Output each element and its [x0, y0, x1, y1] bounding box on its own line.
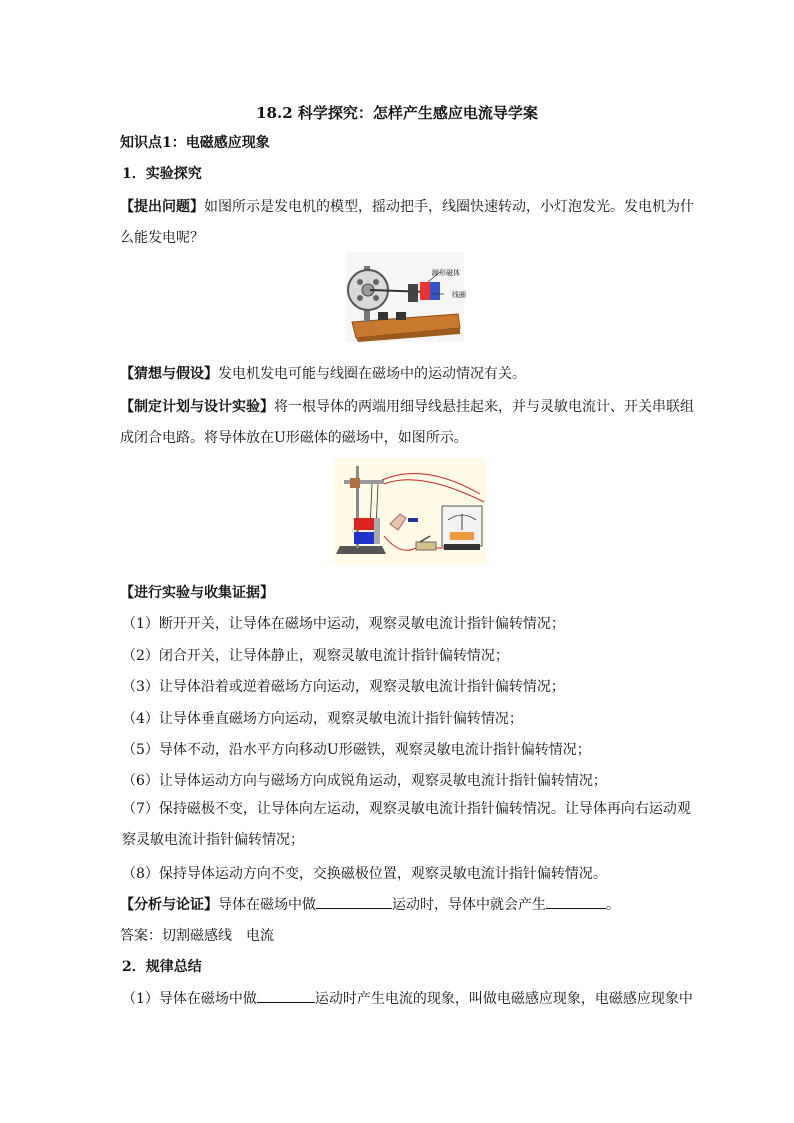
analysis-line	[120, 894, 620, 914]
evidence-heading: 【进行实验与收集证据】	[120, 585, 274, 601]
hypothesis-head: 【猜想与假设】	[120, 366, 218, 382]
plan-text: 将一根导体的两端用细导线悬挂起来，并与灵敏电流计、开关串联组成闭合电路。将导体放在U形磁体的磁场中，如图所示。	[120, 399, 694, 446]
plan-head: 【制定计划与设计实验】	[120, 399, 274, 415]
label-horseshoe-magnet: 蹄形磁体	[432, 269, 460, 277]
step-4: （4）让导体垂直磁场方向运动，观察灵敏电流计指针偏转情况；	[122, 711, 523, 727]
blank-motion[interactable]	[316, 894, 392, 909]
rule-1-line	[122, 988, 693, 1008]
plan-paragraph	[120, 392, 700, 454]
section-heading-summary: 2．规律总结	[122, 959, 202, 975]
analysis-text-2: 运动时，导体中就会产生	[392, 897, 546, 913]
question-paragraph	[120, 192, 700, 254]
rule-1-text-a: （1）导体在磁场中做	[122, 991, 257, 1007]
hypothesis-text: 发电机发电可能与线圈在磁场中的运动情况有关。	[218, 366, 526, 382]
step-3: （3）让导体沿着或逆着磁场方向运动，观察灵敏电流计指针偏转情况；	[122, 679, 565, 695]
rule-1-text-b: 运动时产生电流的现象，叫做电磁感应现象，电磁感应现象中	[314, 991, 693, 1007]
blank-current[interactable]	[546, 894, 606, 909]
label-coil: 线圈	[452, 291, 466, 299]
knowledge-point-heading: 知识点1：电磁感应现象	[120, 135, 270, 151]
analysis-head: 【分析与论证】	[120, 897, 218, 913]
step-5: （5）导体不动，沿水平方向移动U形磁铁，观察灵敏电流计指针偏转情况；	[122, 742, 591, 758]
step-2: （2）闭合开关，让导体静止，观察灵敏电流计指针偏转情况；	[122, 648, 509, 664]
section-heading-experiment: 1．实验探究	[122, 166, 202, 182]
induction-experiment-figure	[334, 458, 486, 564]
step-7: （7）保持磁极不变，让导体向左运动，观察灵敏电流计指针偏转情况。让导体再向右运动观察灵敏电流计指针偏转情况；	[122, 801, 691, 848]
step-6: （6）让导体运动方向与磁场方向成锐角运动，观察灵敏电流计指针偏转情况；	[122, 773, 607, 789]
question-text: 如图所示是发电机的模型，摇动把手，线圈快速转动，小灯泡发光。发电机为什么能发电呢？	[120, 199, 694, 246]
analysis-text-1: 导体在磁场中做	[218, 897, 316, 913]
document-title: 18.2 科学探究：怎样产生感应电流导学案	[256, 104, 538, 122]
step-1: （1）断开开关，让导体在磁场中运动，观察灵敏电流计指针偏转情况；	[122, 616, 565, 632]
step-8: （8）保持导体运动方向不变，交换磁极位置，观察灵敏电流计指针偏转情况。	[122, 866, 607, 882]
generator-model-figure	[346, 252, 464, 342]
blank-rule-motion[interactable]	[257, 988, 315, 1003]
analysis-text-3: 。	[606, 897, 620, 913]
answer-line: 答案：切割磁感线 电流	[120, 928, 274, 944]
question-head: 【提出问题】	[120, 199, 204, 215]
hypothesis-line	[120, 363, 526, 383]
